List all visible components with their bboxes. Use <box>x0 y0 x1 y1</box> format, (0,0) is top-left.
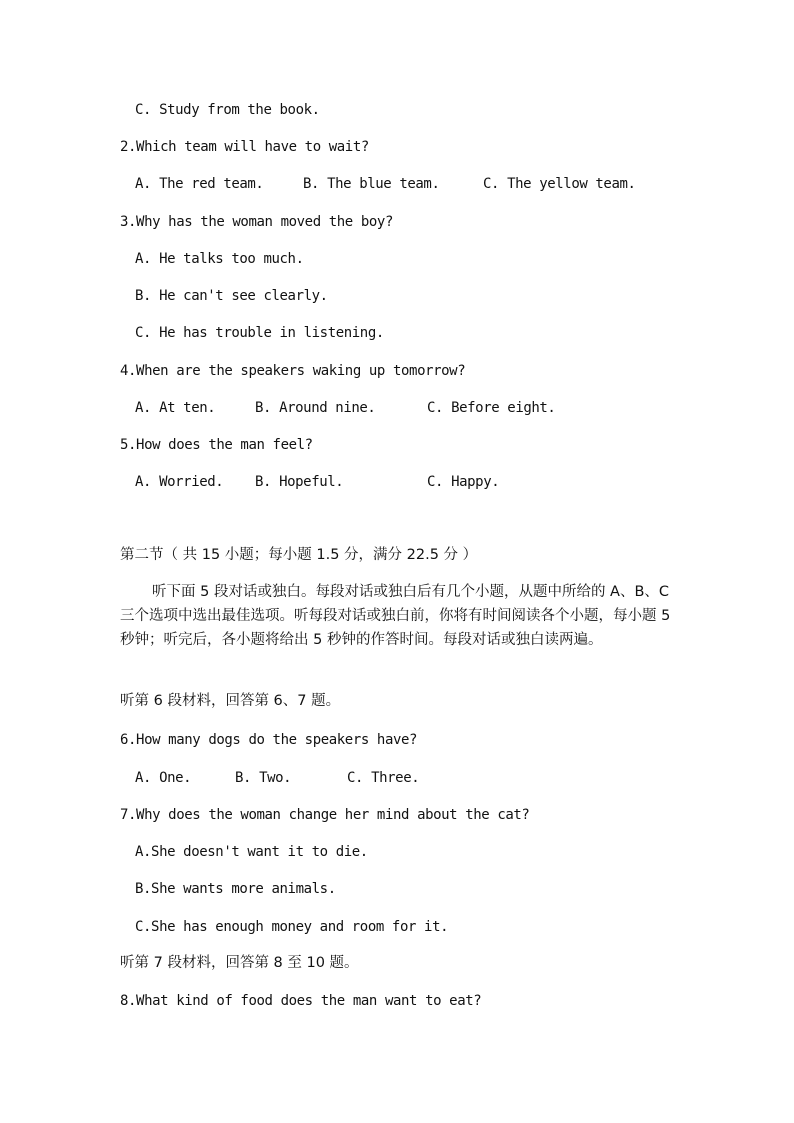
question-4: 4.When are the speakers waking up tomorrow? <box>120 363 466 379</box>
q2-option-b: B. The blue team. <box>303 176 440 192</box>
q7-option-b: B.She wants more animals. <box>135 881 336 897</box>
q7-option-c: C.She has enough money and room for it. <box>135 919 449 935</box>
q3-option-b: B. He can't see clearly. <box>135 288 328 304</box>
q6-option-a: A. One. <box>135 770 192 786</box>
q6-option-b: B. Two. <box>235 770 292 786</box>
q7-option-a: A.She doesn't want it to die. <box>135 844 368 860</box>
question-7: 7.Why does the woman change her mind about the cat? <box>120 807 530 823</box>
q4-option-a: A. At ten. <box>135 400 216 416</box>
question-6: 6.How many dogs do the speakers have? <box>120 732 418 748</box>
q1-option-c: C. Study from the book. <box>135 102 320 118</box>
q3-option-a: A. He talks too much. <box>135 251 304 267</box>
question-3: 3.Why has the woman moved the boy? <box>120 214 393 230</box>
q2-option-a: A. The red team. <box>135 176 264 192</box>
q3-option-c: C. He has trouble in listening. <box>135 325 384 341</box>
q5-option-c: C. Happy. <box>427 474 500 490</box>
section-2-title: 第二节（ 共 15 小题；每小题 1.5 分，满分 22.5 分 ） <box>120 547 478 563</box>
q5-option-b: B. Hopeful. <box>255 474 344 490</box>
section-2-instructions: 听下面 5 段对话或独白。每段对话或独白后有几个小题，从题中所给的 A、B、C 三个选项中选出最佳选项。听每段对话或独白前，你将有时间阅读各个小题，每小题 5 秒钟；听完后，各小题将给出 5 秒钟的作答时间。每段对话或独白读两遍。 <box>120 584 671 648</box>
q6-option-c: C. Three. <box>347 770 420 786</box>
q4-option-c: C. Before eight. <box>427 400 556 416</box>
question-5: 5.How does the man feel? <box>120 437 313 453</box>
material-6-heading: 听第 6 段材料，回答第 6、7 题。 <box>120 693 341 709</box>
q4-option-b: B. Around nine. <box>255 400 376 416</box>
question-2: 2.Which team will have to wait? <box>120 139 369 155</box>
q2-option-c: C. The yellow team. <box>483 176 636 192</box>
question-8: 8.What kind of food does the man want to eat? <box>120 993 482 1009</box>
material-7-heading: 听第 7 段材料，回答第 8 至 10 题。 <box>120 955 359 971</box>
q5-option-a: A. Worried. <box>135 474 224 490</box>
